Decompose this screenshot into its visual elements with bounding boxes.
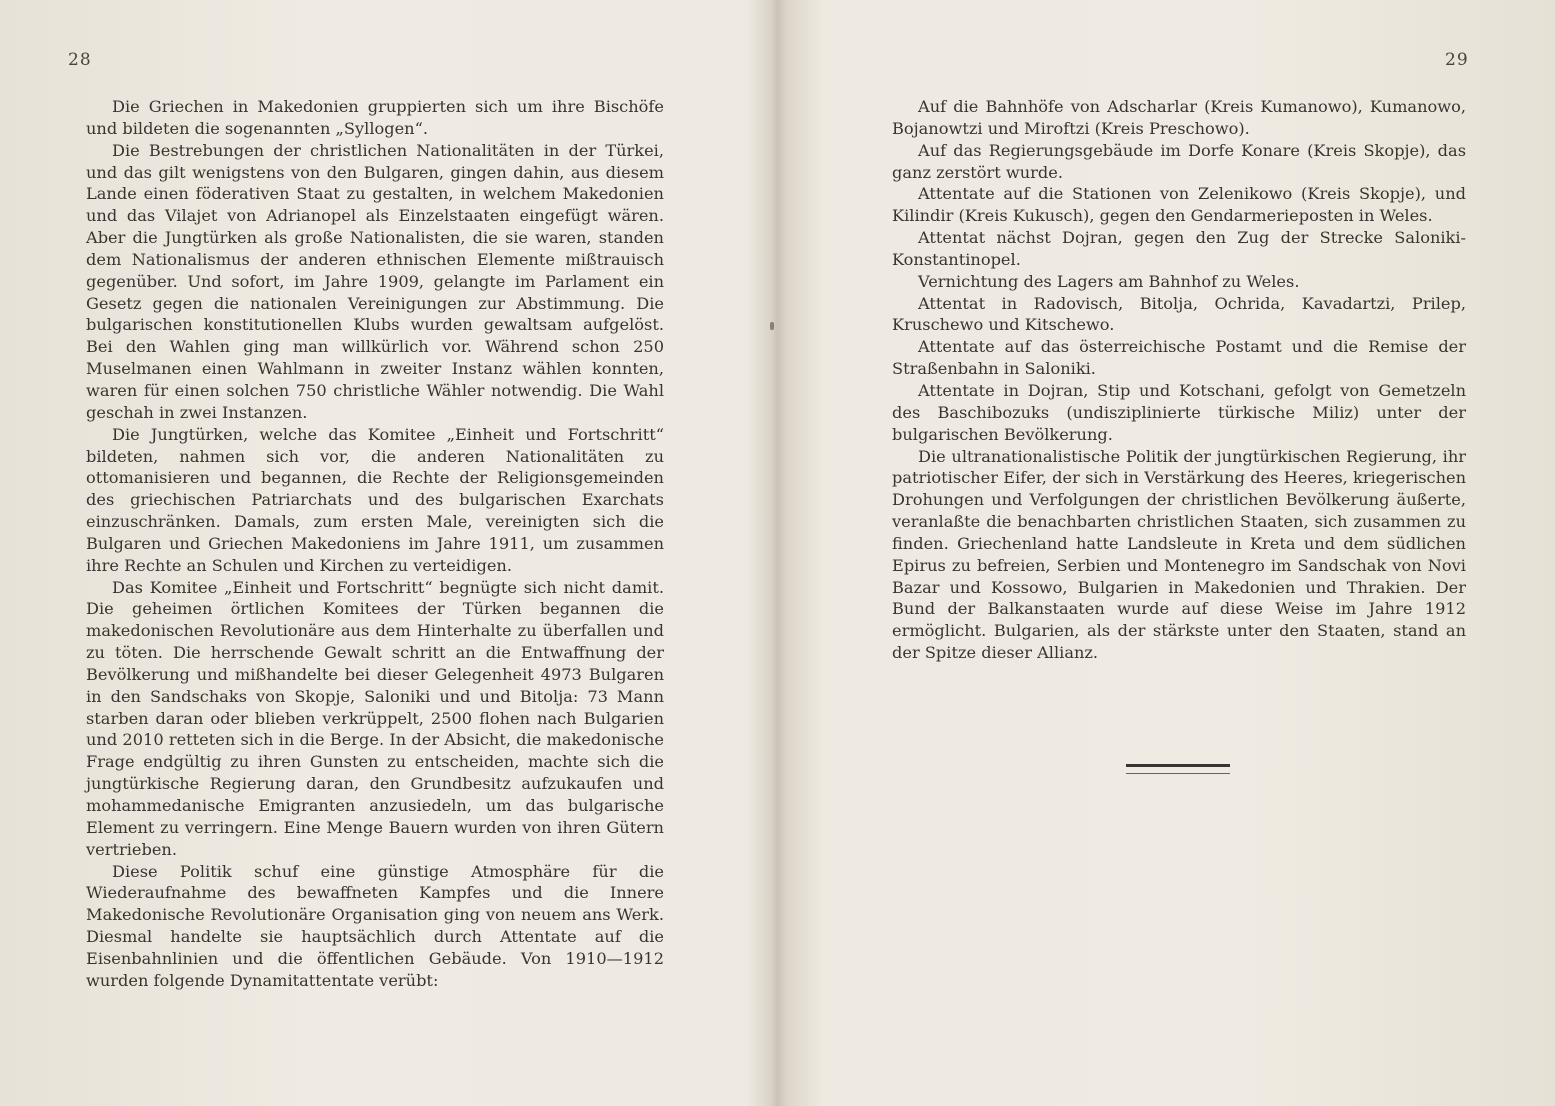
right-page-text [892, 96, 1466, 664]
paragraph: Diese Politik schuf eine günstige Atmosphäre für die Wiederaufnahme des bewaffneten Kampfes und die Innere Makedonische Revolutionäre Organisation ging von neuem ans Werk. Diesmal handelte sie hauptsächlich durch Attentate auf die Eisenbahnlinien und die öffentlichen Gebäude. Von 1910—1912 wurden folgende Dynamitattentate verübt: [86, 861, 664, 990]
ornament-rule [1126, 764, 1230, 774]
paragraph: Die Bestrebungen der christlichen Nationalitäten in der Türkei, und das gilt wenigstens von den Bulgaren, gingen dahin, aus diesem Lande einen föderativen Staat zu gestalten, in welchem Makedonien und das Vilajet von Adrianopel als Einzelstaaten eingefügt wären. Aber die Jungtürken als große Nationalisten, die sie waren, standen dem Nationalismus der anderen ethnischen Elemente mißtrauisch gegenüber. Und sofort, im Jahre 1909, gelangte im Parlament ein Gesetz gegen die nationalen Vereinigungen zur Abstimmung. Die bulgarischen konstitutionellen Klubs wurden gewaltsam aufgelöst. Bei den Wahlen ging man willkürlich vor. Während schon 250 Muselmanen einen Wahlmann in zweiter Instanz wählen konnten, waren für einen solchen 750 christliche Wähler notwendig. Die Wahl geschah in zwei Instanzen. [86, 140, 664, 422]
page-number-right: 29 [1445, 50, 1469, 70]
paragraph: Die ultranationalistische Politik der jungtürkischen Regierung, ihr patriotischer Eifer, der sich in Verstärkung des Heeres, kriegerischen Drohungen und Verfolgungen der christlichen Bevölkerung äußerte, veranlaßte die benachbarten christlichen Staaten, sich zusammen zu finden. Griechenland hatte Landsleute in Kreta und dem südlichen Epirus zu befreien, Serbien und Montenegro im Sandschak von Novi Bazar und Kossowo, Bulgarien in Makedonien und Thrakien. Der Bund der Balkanstaaten wurde auf diese Weise im Jahre 1912 ermöglicht. Bulgarien, als der stärkste unter den Staaten, stand an der Spitze dieser Allianz. [892, 446, 1466, 663]
paragraph: Attentate auf die Stationen von Zelenikowo (Kreis Skopje), und Kilindir (Kreis Kukusch), gegen den Gendarmerieposten in Weles. [892, 184, 1466, 226]
paragraph: Attentat nächst Dojran, gegen den Zug der Strecke Saloniki-Konstantinopel. [892, 228, 1466, 269]
left-page-text [86, 96, 664, 992]
paragraph: Die Jungtürken, welche das Komitee „Einheit und Fortschritt“ bildeten, nahmen sich vor, die anderen Nationalitäten zu ottomanisieren und begannen, die Rechte der Religionsgemeinden des griechischen Patriarchats und des bulgarischen Exarchats einzuschränken. Damals, zum ersten Male, vereinigten sich die Bulgaren und Griechen Makedoniens im Jahre 1911, um zusammen ihre Rechte an Schulen und Kirchen zu verteidigen. [86, 424, 664, 575]
paragraph: Vernichtung des Lagers am Bahnhof zu Weles. [918, 271, 1300, 291]
paragraph: Attentate auf das österreichische Postamt und die Remise der Straßenbahn in Saloniki. [892, 337, 1466, 379]
paragraph: Die Griechen in Makedonien gruppierten sich um ihre Bischöfe und bildeten die sogenannten „Syllogen“. [86, 97, 664, 138]
paragraph: Das Komitee „Einheit und Fortschritt“ begnügte sich nicht damit. Die geheimen örtlichen Komitees der Türken begannen die makedonischen Revolutionäre aus dem Hinterhalte zu überfallen und zu töten. Die herrschende Gewalt schritt an die Entwaffnung der Bevölkerung und mißhandelte bei dieser Gelegenheit 4973 Bulgaren in den Sandschaks von Skopje, Saloniki und und Bitolja: 73 Mann starben daran oder blieben verkrüppelt, 2500 flohen nach Bulgarien und 2010 retteten sich in die Berge. In der Absicht, die makedonische Frage endgültig zu ihren Gunsten zu entscheiden, machte sich die jungtürkische Regierung daran, den Grundbesitz aufzukaufen und mohammedanische Emigranten anzusiedeln, um das bulgarische Element zu verringern. Eine Menge Bauern wurden von ihren Gütern vertrieben. [86, 577, 664, 859]
paragraph: Auf die Bahnhöfe von Adscharlar (Kreis Kumanowo), Kumanowo, Bojanowtzi und Miroftzi (Kreis Preschowo). [892, 97, 1466, 138]
paragraph: Attentate in Dojran, Stip und Kotschani, gefolgt von Gemetzeln des Baschibozuks (undisziplinierte türkische Miliz) unter der bulgarischen Bevölkerung. [892, 380, 1466, 444]
gutter-mark [770, 322, 774, 330]
right-page [778, 0, 1555, 1106]
page-number-left: 28 [68, 50, 92, 70]
paragraph: Auf das Regierungsgebäude im Dorfe Konare (Kreis Skopje), das ganz zerstört wurde. [892, 140, 1466, 182]
paragraph: Attentat in Radovisch, Bitolja, Ochrida, Kavadartzi, Prilep, Kruschewo und Kitschewo. [892, 293, 1466, 335]
